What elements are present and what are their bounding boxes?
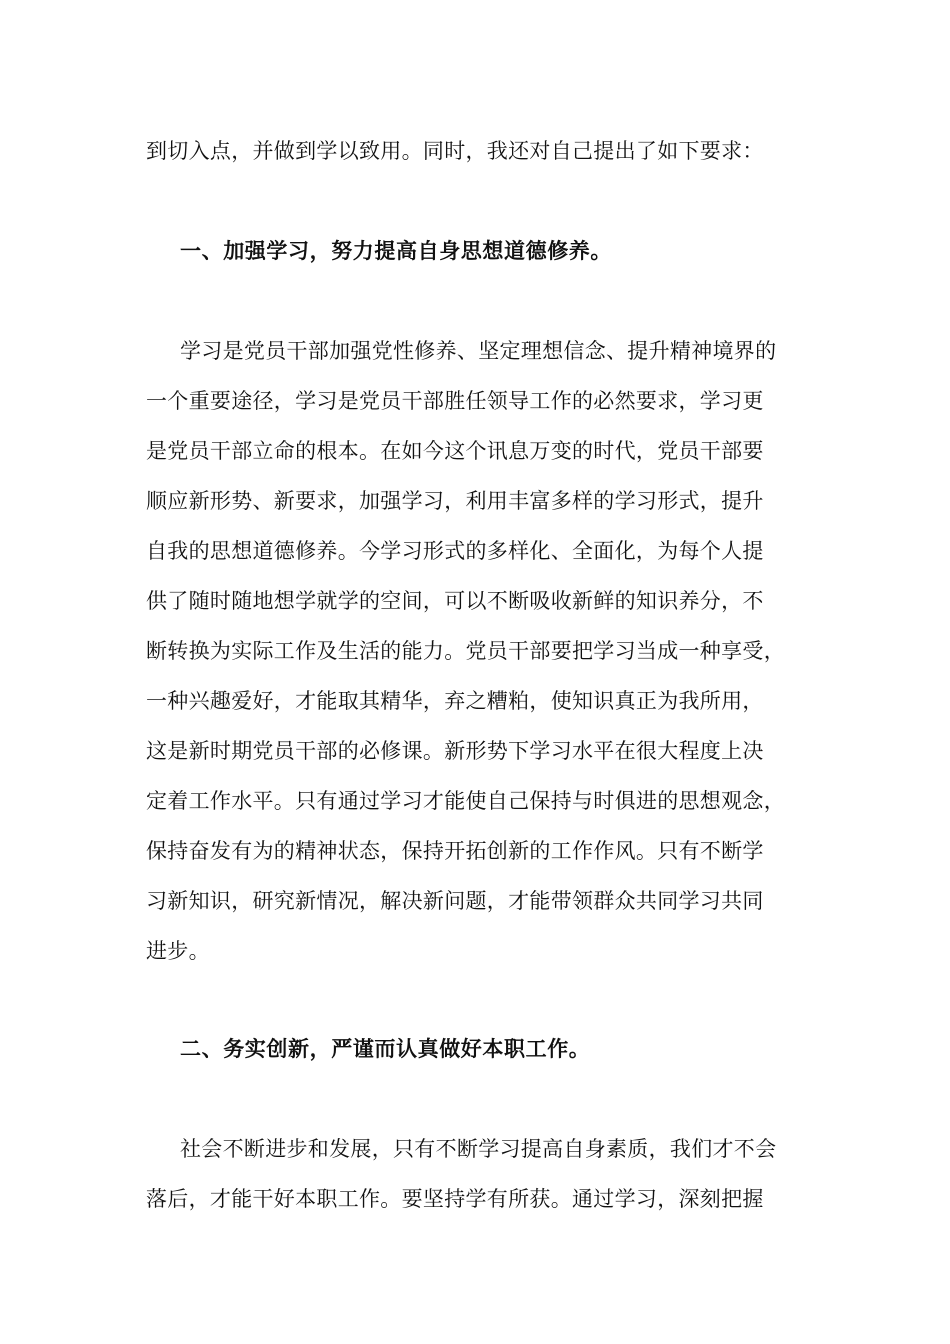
paragraph-line: 自我的思想道德修养。今学习形式的多样化、全面化，为每个人提 (146, 539, 764, 563)
paragraph-line: 顺应新形势、新要求，加强学习，利用丰富多样的学习形式，提升 (146, 489, 764, 513)
section-heading-2: 二、务实创新，严谨而认真做好本职工作。 (180, 1036, 591, 1061)
paragraph-line: 供了随时随地想学就学的空间，可以不断吸收新鲜的知识养分，不 (146, 589, 764, 613)
paragraph-line: 这是新时期党员干部的必修课。新形势下学习水平在很大程度上决 (146, 739, 764, 763)
section-heading-1: 一、加强学习，努力提高自身思想道德修养。 (180, 238, 612, 263)
paragraph-line: 学习是党员干部加强党性修养、坚定理想信念、提升精神境界的 (180, 339, 777, 363)
paragraph-line: 到切入点，并做到学以致用。同时，我还对自己提出了如下要求： (146, 139, 764, 163)
paragraph-line: 定着工作水平。只有通过学习才能使自己保持与时俱进的思想观念， (146, 789, 785, 813)
paragraph-line: 一种兴趣爱好，才能取其精华，弃之糟粕，使知识真正为我所用， (146, 689, 764, 713)
paragraph-line: 保持奋发有为的精神状态，保持开拓创新的工作作风。只有不断学 (146, 839, 764, 863)
paragraph-line: 习新知识，研究新情况，解决新问题，才能带领群众共同学习共同 (146, 889, 764, 913)
paragraph-line: 社会不断进步和发展，只有不断学习提高自身素质，我们才不会 (180, 1137, 777, 1161)
paragraph-line: 是党员干部立命的根本。在如今这个讯息万变的时代，党员干部要 (146, 439, 764, 463)
paragraph-line: 断转换为实际工作及生活的能力。党员干部要把学习当成一种享受， (146, 639, 785, 663)
paragraph-line: 进步。 (146, 939, 210, 963)
paragraph-line: 一个重要途径，学习是党员干部胜任领导工作的必然要求，学习更 (146, 389, 764, 413)
paragraph-line: 落后，才能干好本职工作。要坚持学有所获。通过学习，深刻把握 (146, 1187, 764, 1211)
